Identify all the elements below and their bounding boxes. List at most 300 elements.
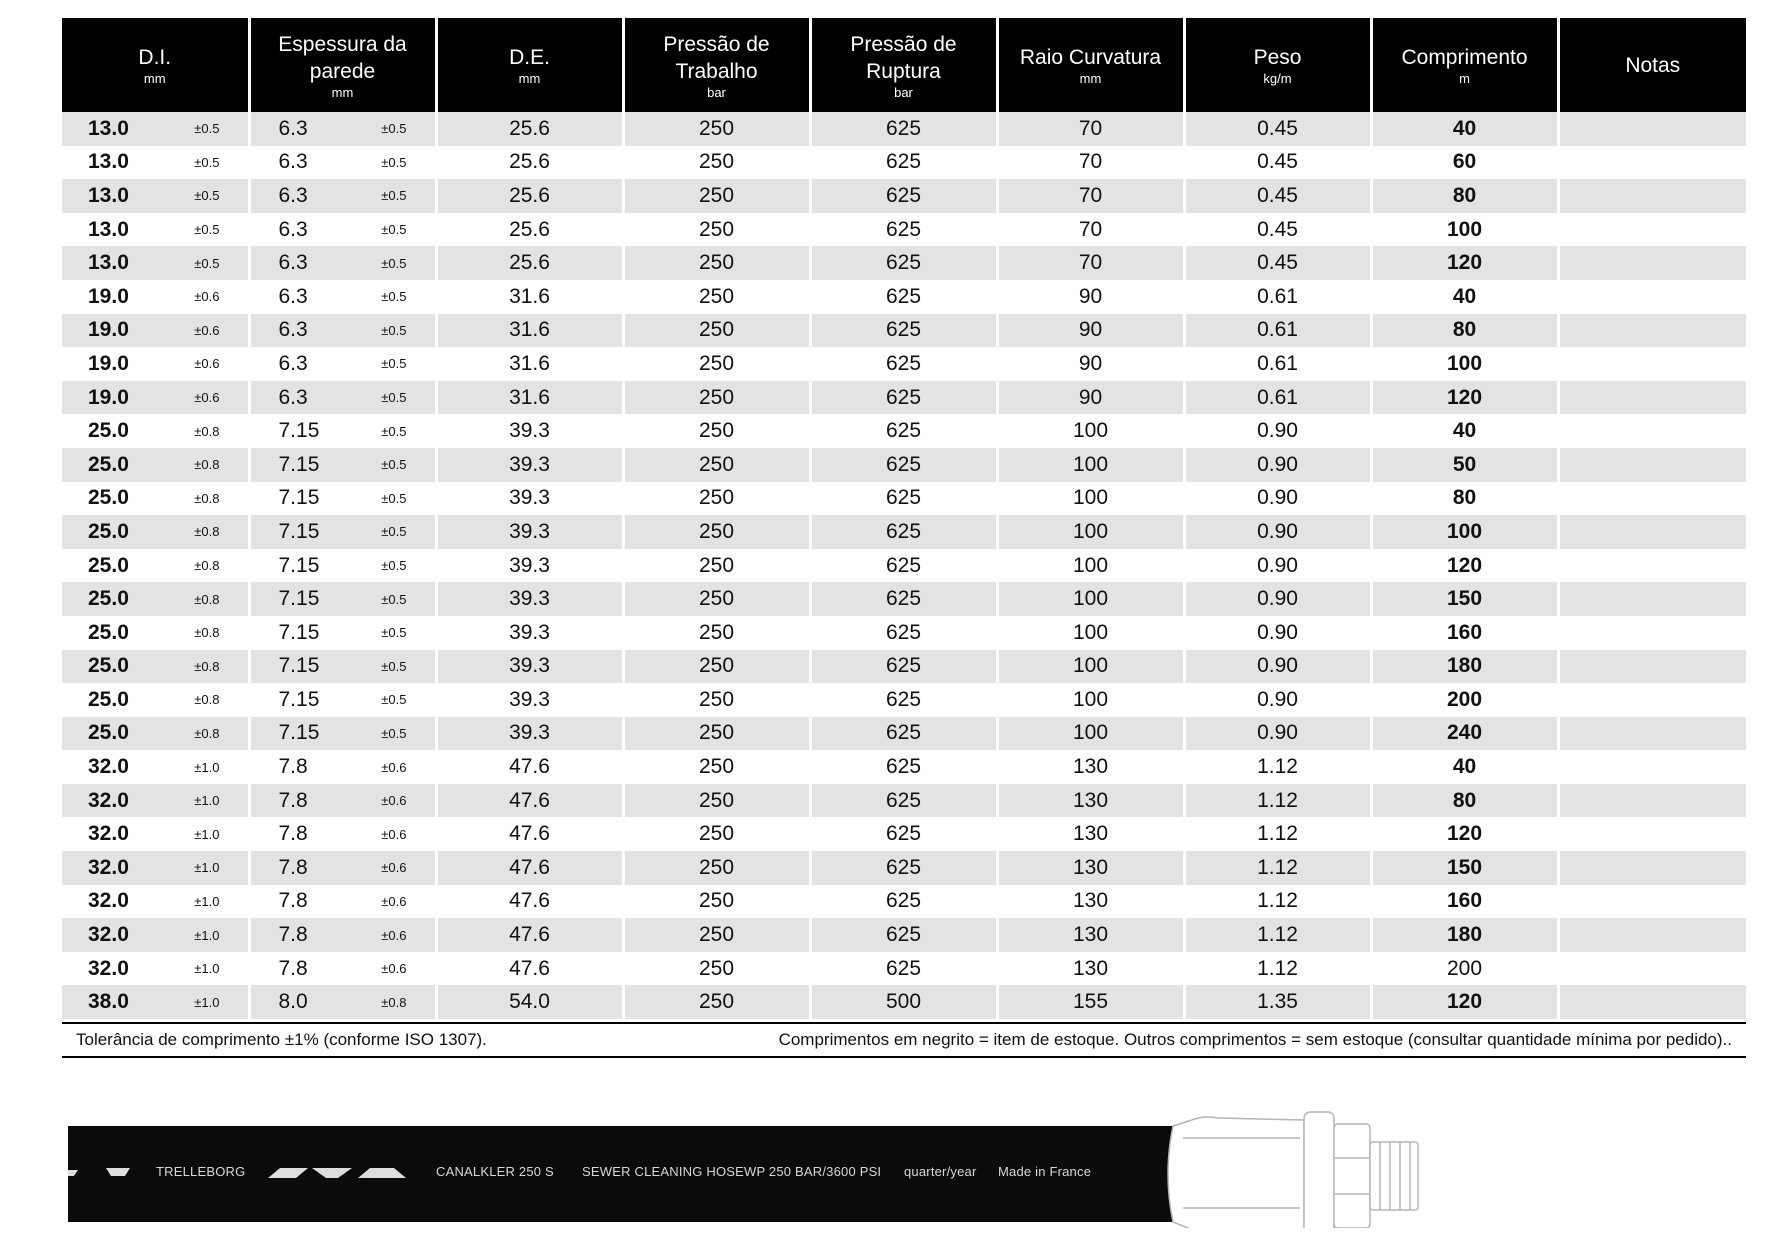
cell-wall (249, 112, 436, 146)
cell-wall (249, 717, 436, 751)
cell-weight: 1.12 (1184, 952, 1371, 986)
cell-working-pressure: 250 (623, 985, 810, 1019)
cell-weight: 1.12 (1184, 885, 1371, 919)
cell-weight: 0.45 (1184, 112, 1371, 146)
wall-tolerance: ±0.5 (381, 121, 407, 137)
col-header-working-pressure (623, 18, 810, 112)
col-header-bend-radius (997, 18, 1184, 112)
cell-bend-radius: 70 (997, 246, 1184, 280)
col-unit: mm (331, 84, 354, 100)
cell-notes (1558, 885, 1746, 919)
cell-weight: 0.90 (1184, 482, 1371, 516)
cell-length: 40 (1371, 280, 1558, 314)
wall-tolerance: ±0.5 (381, 188, 407, 204)
cell-wall (249, 246, 436, 280)
cell-length: 150 (1371, 582, 1558, 616)
cell-length: 60 (1371, 146, 1558, 180)
col-label: D.E. (509, 46, 550, 69)
di-tolerance: ±0.6 (194, 289, 220, 305)
di-tolerance: ±1.0 (194, 961, 220, 977)
cell-de: 39.3 (436, 414, 623, 448)
col-header-wall (249, 18, 436, 112)
cell-bend-radius: 70 (997, 112, 1184, 146)
cell-de: 39.3 (436, 482, 623, 516)
wall-value: 6.3 (278, 150, 308, 174)
cell-notes (1558, 582, 1746, 616)
wall-tolerance: ±0.5 (381, 692, 407, 708)
col-header-notes (1558, 18, 1746, 112)
cell-burst-pressure: 625 (810, 750, 997, 784)
cell-weight: 0.45 (1184, 146, 1371, 180)
cell-notes (1558, 280, 1746, 314)
cell-length: 180 (1371, 650, 1558, 684)
cell-de: 39.3 (436, 717, 623, 751)
cell-de: 39.3 (436, 448, 623, 482)
cell-wall (249, 213, 436, 247)
cell-notes (1558, 146, 1746, 180)
footnote-stock-legend: Comprimentos em negrito = item de estoque. Outros comprimentos = sem estoque (consultar quantidade mínima por pedido).. (778, 1030, 1732, 1049)
wall-value: 7.15 (278, 486, 320, 510)
cell-notes (1558, 246, 1746, 280)
di-tolerance: ±0.8 (194, 725, 220, 741)
col-label: Notas (1625, 53, 1681, 77)
di-value: 38.0 (88, 990, 129, 1014)
cell-di (62, 280, 249, 314)
wall-value: 7.15 (278, 553, 320, 577)
cell-de: 31.6 (436, 381, 623, 415)
di-value: 13.0 (88, 251, 129, 275)
cell-notes (1558, 683, 1746, 717)
cell-working-pressure: 250 (623, 549, 810, 583)
table-row (62, 717, 1746, 751)
cell-burst-pressure: 625 (810, 246, 997, 280)
table-row (62, 146, 1746, 180)
cell-di (62, 717, 249, 751)
cell-bend-radius: 100 (997, 549, 1184, 583)
cell-working-pressure: 250 (623, 381, 810, 415)
cell-length: 160 (1371, 616, 1558, 650)
di-tolerance: ±0.8 (194, 490, 220, 506)
wall-tolerance: ±0.5 (381, 322, 407, 338)
col-unit: mm (518, 71, 541, 86)
cell-de: 25.6 (436, 112, 623, 146)
wall-tolerance: ±0.6 (381, 826, 407, 842)
col-unit: mm (1079, 71, 1102, 86)
col-header-de (436, 18, 623, 112)
cell-weight: 1.12 (1184, 817, 1371, 851)
table-row (62, 851, 1746, 885)
cell-notes (1558, 952, 1746, 986)
cell-working-pressure: 250 (623, 851, 810, 885)
cell-burst-pressure: 625 (810, 213, 997, 247)
cell-de: 39.3 (436, 616, 623, 650)
wall-tolerance: ±0.5 (381, 390, 407, 406)
wall-tolerance: ±0.5 (381, 591, 407, 607)
cell-weight: 0.61 (1184, 280, 1371, 314)
wall-tolerance: ±0.5 (381, 423, 407, 439)
cell-bend-radius: 90 (997, 381, 1184, 415)
wall-tolerance: ±0.5 (381, 490, 407, 506)
cell-di (62, 112, 249, 146)
cell-length: 120 (1371, 381, 1558, 415)
cell-weight: 0.45 (1184, 213, 1371, 247)
cell-di (62, 347, 249, 381)
cell-length: 100 (1371, 213, 1558, 247)
cell-notes (1558, 851, 1746, 885)
cell-di (62, 549, 249, 583)
cell-bend-radius: 100 (997, 482, 1184, 516)
wall-value: 7.15 (278, 587, 320, 611)
cell-burst-pressure: 625 (810, 885, 997, 919)
table-row (62, 582, 1746, 616)
cell-bend-radius: 100 (997, 717, 1184, 751)
di-value: 32.0 (88, 755, 129, 779)
cell-burst-pressure: 625 (810, 482, 997, 516)
table-row (62, 549, 1746, 583)
cell-length: 120 (1371, 246, 1558, 280)
cell-length: 120 (1371, 817, 1558, 851)
cell-di (62, 817, 249, 851)
cell-length: 80 (1371, 179, 1558, 213)
col-unit: mm (143, 71, 166, 86)
cell-di (62, 179, 249, 213)
wall-value: 8.0 (278, 990, 308, 1014)
cell-length: 40 (1371, 414, 1558, 448)
cell-working-pressure: 250 (623, 918, 810, 952)
cell-di (62, 515, 249, 549)
table-row (62, 817, 1746, 851)
wall-value: 6.3 (278, 183, 308, 207)
cell-wall (249, 985, 436, 1019)
cell-weight: 1.12 (1184, 784, 1371, 818)
cell-bend-radius: 100 (997, 650, 1184, 684)
di-tolerance: ±0.8 (194, 524, 220, 540)
di-value: 19.0 (88, 284, 129, 308)
cell-burst-pressure: 625 (810, 549, 997, 583)
di-value: 19.0 (88, 385, 129, 409)
cell-weight: 0.90 (1184, 448, 1371, 482)
cell-de: 54.0 (436, 985, 623, 1019)
cell-weight: 0.61 (1184, 381, 1371, 415)
cell-working-pressure: 250 (623, 952, 810, 986)
cell-di (62, 952, 249, 986)
hose-fitting-icon (1168, 1112, 1418, 1228)
cell-wall (249, 549, 436, 583)
cell-wall (249, 515, 436, 549)
cell-bend-radius: 90 (997, 314, 1184, 348)
wall-value: 7.8 (278, 956, 308, 980)
wall-tolerance: ±0.5 (381, 457, 407, 473)
di-value: 32.0 (88, 855, 129, 879)
cell-de: 39.3 (436, 549, 623, 583)
cell-burst-pressure: 625 (810, 347, 997, 381)
wall-tolerance: ±0.6 (381, 759, 407, 775)
wall-value: 7.15 (278, 654, 320, 678)
table-row (62, 750, 1746, 784)
cell-notes (1558, 717, 1746, 751)
cell-de: 39.3 (436, 515, 623, 549)
di-value: 13.0 (88, 116, 129, 140)
cell-di (62, 616, 249, 650)
cell-wall (249, 179, 436, 213)
cell-notes (1558, 549, 1746, 583)
cell-weight: 0.90 (1184, 650, 1371, 684)
cell-bend-radius: 90 (997, 280, 1184, 314)
cell-de: 47.6 (436, 750, 623, 784)
wall-value: 7.8 (278, 889, 308, 913)
col-label: Pressão de Ruptura (850, 32, 957, 83)
di-value: 13.0 (88, 150, 129, 174)
di-tolerance: ±0.5 (194, 121, 220, 137)
cell-de: 25.6 (436, 179, 623, 213)
di-tolerance: ±0.8 (194, 692, 220, 708)
table-row (62, 213, 1746, 247)
di-value: 25.0 (88, 620, 129, 644)
cell-de: 47.6 (436, 952, 623, 986)
di-tolerance: ±1.0 (194, 927, 220, 943)
cell-wall (249, 448, 436, 482)
table-row (62, 381, 1746, 415)
cell-length: 160 (1371, 885, 1558, 919)
cell-bend-radius: 130 (997, 952, 1184, 986)
wall-value: 7.8 (278, 822, 308, 846)
cell-notes (1558, 784, 1746, 818)
cell-working-pressure: 250 (623, 683, 810, 717)
wall-value: 6.3 (278, 284, 308, 308)
cell-di (62, 750, 249, 784)
cell-notes (1558, 112, 1746, 146)
table-row (62, 314, 1746, 348)
di-tolerance: ±0.6 (194, 390, 220, 406)
cell-wall (249, 918, 436, 952)
di-tolerance: ±1.0 (194, 893, 220, 909)
wall-tolerance: ±0.5 (381, 154, 407, 170)
wall-tolerance: ±0.5 (381, 222, 407, 238)
cell-burst-pressure: 625 (810, 952, 997, 986)
cell-notes (1558, 347, 1746, 381)
cell-wall (249, 280, 436, 314)
cell-wall (249, 381, 436, 415)
cell-di (62, 448, 249, 482)
wall-tolerance: ±0.5 (381, 625, 407, 641)
cell-de: 47.6 (436, 784, 623, 818)
di-tolerance: ±0.8 (194, 423, 220, 439)
cell-bend-radius: 155 (997, 985, 1184, 1019)
wall-tolerance: ±0.5 (381, 558, 407, 574)
di-tolerance: ±0.8 (194, 625, 220, 641)
table-footnote (62, 1022, 1746, 1058)
cell-weight: 0.61 (1184, 347, 1371, 381)
hose-type: SEWER CLEANING HOSE (582, 1164, 744, 1179)
table-row (62, 918, 1746, 952)
di-tolerance: ±0.8 (194, 591, 220, 607)
cell-bend-radius: 130 (997, 784, 1184, 818)
cell-de: 39.3 (436, 582, 623, 616)
cell-burst-pressure: 625 (810, 381, 997, 415)
col-header-burst-pressure (810, 18, 997, 112)
hose-pressure: WP 250 BAR/3600 PSI (744, 1164, 882, 1179)
cell-working-pressure: 250 (623, 515, 810, 549)
cell-working-pressure: 250 (623, 112, 810, 146)
cell-length: 50 (1371, 448, 1558, 482)
cell-bend-radius: 130 (997, 885, 1184, 919)
cell-working-pressure: 250 (623, 784, 810, 818)
di-value: 25.0 (88, 721, 129, 745)
cell-notes (1558, 817, 1746, 851)
cell-di (62, 314, 249, 348)
cell-burst-pressure: 625 (810, 784, 997, 818)
cell-weight: 1.35 (1184, 985, 1371, 1019)
col-header-di (62, 18, 249, 112)
table-row (62, 347, 1746, 381)
di-value: 19.0 (88, 318, 129, 342)
cell-de: 31.6 (436, 280, 623, 314)
cell-bend-radius: 130 (997, 918, 1184, 952)
cell-working-pressure: 250 (623, 179, 810, 213)
cell-working-pressure: 250 (623, 246, 810, 280)
cell-wall (249, 817, 436, 851)
cell-length: 120 (1371, 985, 1558, 1019)
table-row (62, 482, 1746, 516)
di-tolerance: ±0.8 (194, 658, 220, 674)
wall-tolerance: ±0.5 (381, 255, 407, 271)
cell-bend-radius: 130 (997, 817, 1184, 851)
table-row (62, 414, 1746, 448)
cell-burst-pressure: 500 (810, 985, 997, 1019)
cell-di (62, 985, 249, 1019)
cell-length: 120 (1371, 549, 1558, 583)
di-tolerance: ±0.5 (194, 222, 220, 238)
cell-burst-pressure: 625 (810, 448, 997, 482)
cell-bend-radius: 70 (997, 146, 1184, 180)
cell-notes (1558, 414, 1746, 448)
cell-notes (1558, 213, 1746, 247)
wall-value: 7.8 (278, 755, 308, 779)
table-row (62, 952, 1746, 986)
di-value: 32.0 (88, 822, 129, 846)
cell-burst-pressure: 625 (810, 683, 997, 717)
di-value: 13.0 (88, 183, 129, 207)
cell-de: 39.3 (436, 683, 623, 717)
di-value: 25.0 (88, 452, 129, 476)
cell-bend-radius: 100 (997, 616, 1184, 650)
cell-weight: 1.12 (1184, 851, 1371, 885)
cell-working-pressure: 250 (623, 750, 810, 784)
cell-wall (249, 885, 436, 919)
cell-di (62, 851, 249, 885)
cell-working-pressure: 250 (623, 817, 810, 851)
cell-burst-pressure: 625 (810, 280, 997, 314)
wall-tolerance: ±0.6 (381, 860, 407, 876)
cell-length: 150 (1371, 851, 1558, 885)
cell-di (62, 146, 249, 180)
cell-de: 47.6 (436, 851, 623, 885)
table-row (62, 683, 1746, 717)
cell-working-pressure: 250 (623, 482, 810, 516)
cell-de: 47.6 (436, 817, 623, 851)
col-unit: m (1459, 71, 1470, 86)
cell-working-pressure: 250 (623, 146, 810, 180)
di-value: 25.0 (88, 419, 129, 443)
table-row (62, 885, 1746, 919)
cell-working-pressure: 250 (623, 414, 810, 448)
di-value: 25.0 (88, 519, 129, 543)
wall-tolerance: ±0.5 (381, 725, 407, 741)
table-body (62, 112, 1746, 1019)
cell-bend-radius: 130 (997, 851, 1184, 885)
cell-weight: 0.90 (1184, 515, 1371, 549)
cell-notes (1558, 985, 1746, 1019)
table-row (62, 246, 1746, 280)
di-tolerance: ±1.0 (194, 860, 220, 876)
cell-length: 100 (1371, 515, 1558, 549)
di-value: 19.0 (88, 351, 129, 375)
cell-bend-radius: 100 (997, 515, 1184, 549)
col-label: Espessura da parede (278, 32, 407, 83)
cell-di (62, 381, 249, 415)
wall-value: 7.8 (278, 788, 308, 812)
cell-notes (1558, 179, 1746, 213)
cell-bend-radius: 100 (997, 448, 1184, 482)
table-row (62, 448, 1746, 482)
di-tolerance: ±0.6 (194, 322, 220, 338)
wall-tolerance: ±0.6 (381, 793, 407, 809)
table-row (62, 280, 1746, 314)
cell-weight: 0.90 (1184, 549, 1371, 583)
cell-burst-pressure: 625 (810, 179, 997, 213)
cell-wall (249, 347, 436, 381)
wall-value: 7.8 (278, 923, 308, 947)
cell-length: 80 (1371, 784, 1558, 818)
cell-length: 180 (1371, 918, 1558, 952)
cell-de: 47.6 (436, 918, 623, 952)
cell-working-pressure: 250 (623, 213, 810, 247)
cell-de: 31.6 (436, 347, 623, 381)
hose-brand: TRELLEBORG (156, 1164, 246, 1179)
cell-burst-pressure: 625 (810, 851, 997, 885)
cell-bend-radius: 100 (997, 414, 1184, 448)
cell-wall (249, 314, 436, 348)
cell-weight: 0.90 (1184, 414, 1371, 448)
di-tolerance: ±0.8 (194, 457, 220, 473)
cell-de: 25.6 (436, 213, 623, 247)
wall-tolerance: ±0.6 (381, 893, 407, 909)
di-tolerance: ±1.0 (194, 793, 220, 809)
col-label: Raio Curvatura (1019, 46, 1162, 69)
cell-di (62, 918, 249, 952)
table-row (62, 784, 1746, 818)
col-header-length (1371, 18, 1558, 112)
cell-length: 80 (1371, 482, 1558, 516)
hose-illustration (68, 1108, 1468, 1228)
cell-de: 25.6 (436, 146, 623, 180)
cell-wall (249, 750, 436, 784)
wall-value: 6.3 (278, 318, 308, 342)
di-value: 13.0 (88, 217, 129, 241)
cell-weight: 0.45 (1184, 246, 1371, 280)
cell-notes (1558, 616, 1746, 650)
col-label: Peso (1253, 46, 1302, 69)
cell-burst-pressure: 625 (810, 582, 997, 616)
wall-value: 7.15 (278, 519, 320, 543)
col-label: Comprimento (1401, 46, 1528, 69)
di-tolerance: ±0.5 (194, 154, 220, 170)
cell-length: 200 (1371, 683, 1558, 717)
cell-di (62, 885, 249, 919)
wall-tolerance: ±0.6 (381, 927, 407, 943)
cell-working-pressure: 250 (623, 448, 810, 482)
cell-notes (1558, 515, 1746, 549)
